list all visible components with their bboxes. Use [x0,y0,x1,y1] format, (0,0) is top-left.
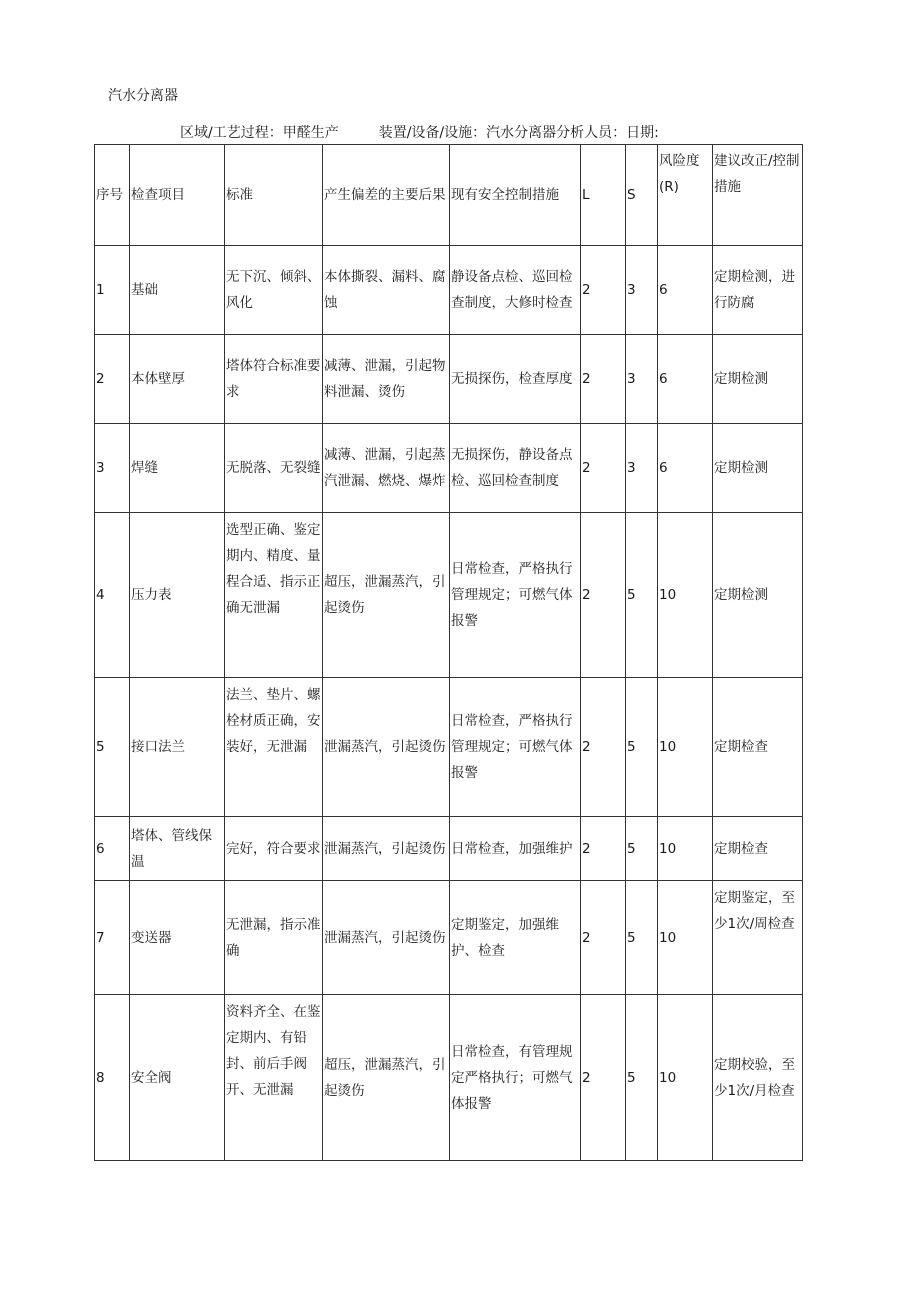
cell-r: 10 [658,995,713,1161]
cell-standard: 完好，符合要求 [225,817,323,881]
cell-consequence: 泄漏蒸汽，引起烫伤 [323,817,450,881]
table-row [95,995,803,1161]
table-header-row [95,145,803,246]
cell-no: 4 [95,513,130,678]
cell-s: 5 [626,513,658,678]
cell-l: 2 [581,881,626,995]
cell-consequence: 减薄、泄漏，引起蒸汽泄漏、燃烧、爆炸 [323,424,450,513]
cell-s: 5 [626,881,658,995]
header-no: 序号 [95,145,130,246]
cell-suggestion: 定期检查 [713,817,803,881]
header-risk: 风险度(R) [658,145,713,246]
header-control: 现有安全控制措施 [450,145,581,246]
table-row [95,246,803,335]
document-meta [180,123,659,143]
cell-item: 变送器 [130,881,225,995]
cell-r: 6 [658,335,713,424]
table-row [95,881,803,995]
cell-item: 基础 [130,246,225,335]
cell-consequence: 泄漏蒸汽，引起烫伤 [323,881,450,995]
cell-control: 日常检查，严格执行管理规定；可燃气体报警 [450,513,581,678]
cell-l: 2 [581,335,626,424]
cell-l: 2 [581,995,626,1161]
cell-item: 安全阀 [130,995,225,1161]
cell-standard: 无脱落、无裂缝 [225,424,323,513]
cell-l: 2 [581,678,626,817]
cell-control: 日常检查，有管理规定严格执行；可燃气体报警 [450,995,581,1161]
cell-item: 塔体、管线保温 [130,817,225,881]
header-consequence: 产生偏差的主要后果 [323,145,450,246]
cell-control: 定期鉴定，加强维护、检查 [450,881,581,995]
cell-standard: 无泄漏，指示准确 [225,881,323,995]
cell-l: 2 [581,424,626,513]
cell-standard: 法兰、垫片、螺栓材质正确，安装好，无泄漏 [225,678,323,817]
meta-device: 装置/设备/设施：汽水分离器分析人员：日期: [378,125,659,141]
cell-suggestion: 定期检测 [713,335,803,424]
cell-consequence: 超压，泄漏蒸汽，引起烫伤 [323,513,450,678]
cell-s: 5 [626,817,658,881]
cell-control: 日常检查，加强维护 [450,817,581,881]
cell-item: 接口法兰 [130,678,225,817]
meta-area: 区域/工艺过程：甲醛生产 [180,125,339,141]
cell-item: 焊缝 [130,424,225,513]
cell-s: 3 [626,246,658,335]
cell-item: 本体壁厚 [130,335,225,424]
cell-consequence: 减薄、泄漏，引起物料泄漏、烫伤 [323,335,450,424]
cell-suggestion: 定期检测 [713,424,803,513]
cell-s: 5 [626,995,658,1161]
cell-no: 6 [95,817,130,881]
cell-standard: 无下沉、倾斜、风化 [225,246,323,335]
cell-control: 日常检查，严格执行管理规定；可燃气体报警 [450,678,581,817]
cell-s: 5 [626,678,658,817]
cell-l: 2 [581,513,626,678]
header-standard: 标准 [225,145,323,246]
cell-r: 10 [658,817,713,881]
cell-no: 2 [95,335,130,424]
header-l: L [581,145,626,246]
cell-r: 10 [658,678,713,817]
header-item: 检查项目 [130,145,225,246]
cell-r: 6 [658,246,713,335]
cell-control: 无损探伤，静设备点检、巡回检查制度 [450,424,581,513]
risk-check-table [94,144,803,1161]
cell-consequence: 泄漏蒸汽，引起烫伤 [323,678,450,817]
cell-no: 7 [95,881,130,995]
header-suggestion: 建议改正/控制措施 [713,145,803,246]
cell-suggestion: 定期检测 [713,513,803,678]
cell-s: 3 [626,424,658,513]
cell-item: 压力表 [130,513,225,678]
table-row [95,424,803,513]
cell-consequence: 本体撕裂、漏料、腐蚀 [323,246,450,335]
cell-suggestion: 定期检测，进行防腐 [713,246,803,335]
cell-suggestion: 定期检查 [713,678,803,817]
header-s: S [626,145,658,246]
cell-no: 8 [95,995,130,1161]
cell-standard: 塔体符合标准要求 [225,335,323,424]
cell-r: 10 [658,513,713,678]
cell-l: 2 [581,246,626,335]
cell-no: 3 [95,424,130,513]
cell-s: 3 [626,335,658,424]
table-row [95,817,803,881]
cell-standard: 资料齐全、在鉴定期内、有铅封、前后手阀开、无泄漏 [225,995,323,1161]
cell-l: 2 [581,817,626,881]
document-title: 汽水分离器 [108,88,178,104]
cell-control: 无损探伤，检查厚度 [450,335,581,424]
cell-suggestion: 定期校验，至少1次/月检查 [713,995,803,1161]
cell-no: 5 [95,678,130,817]
cell-r: 6 [658,424,713,513]
cell-r: 10 [658,881,713,995]
cell-suggestion: 定期鉴定，至少1次/周检查 [713,881,803,995]
table-row [95,513,803,678]
table-row [95,335,803,424]
cell-standard: 选型正确、鉴定期内、精度、量程合适、指示正确无泄漏 [225,513,323,678]
cell-consequence: 超压，泄漏蒸汽，引起烫伤 [323,995,450,1161]
table-row [95,678,803,817]
cell-control: 静设备点检、巡回检查制度，大修时检查 [450,246,581,335]
cell-no: 1 [95,246,130,335]
